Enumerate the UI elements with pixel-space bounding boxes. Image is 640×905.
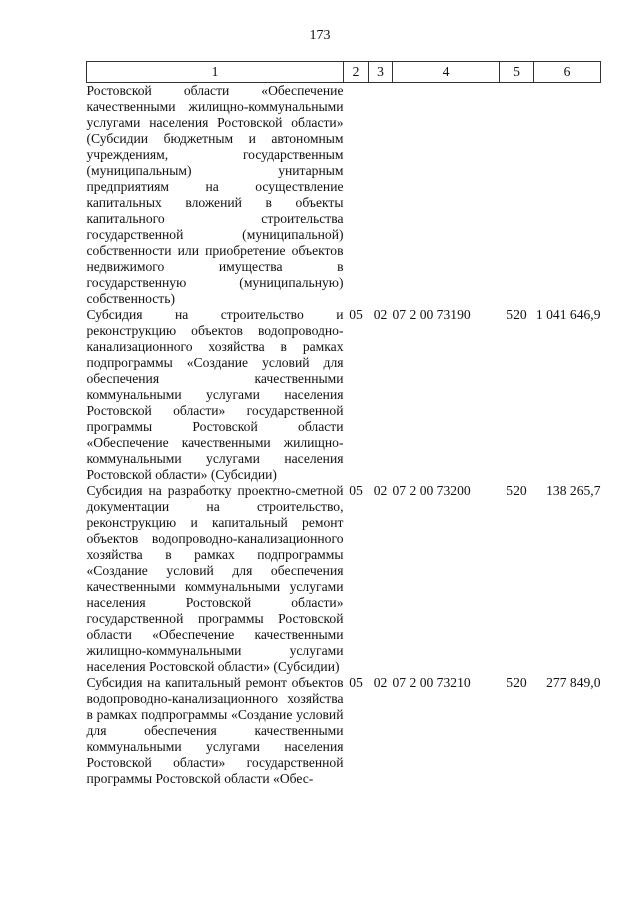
header-col-2: 2 xyxy=(344,62,369,83)
continuation-name-cell: Ростовской области «Обеспечение качественными жилищно-коммунальными услугами населения Ростовской области» (Субсидии бюджетным и автономным учреждениям, государственным (муниципальным) унитарным предприятиям на осуществление капитальных вложений в объекты капитального строительства государственной (муниципальной) собственности или приобретение объектов недвижимого имущества в государственную (муниципальную) собственность) xyxy=(86,83,344,306)
header-col-3: 3 xyxy=(369,62,393,83)
expense-type-cell: 520 xyxy=(506,675,527,690)
table-row xyxy=(87,483,601,675)
amount-cell: 277 849,0 xyxy=(546,675,601,690)
page-number: 173 xyxy=(309,28,331,43)
target-article-cell: 07 2 00 73190 xyxy=(392,307,471,322)
header-col-4: 4 xyxy=(393,62,500,83)
subsection-code-cell: 02 xyxy=(373,483,388,498)
expense-name-cell: Субсидия на строительство и реконструкцию объектов водопроводно-канализационного хозяйства в рамках подпрограммы «Создание условий для обеспечения качественными коммунальными услугами населения Ростовской области» государственной программы Ростовской области «Обеспечение качественными жилищно-коммунальными услугами населения Ростовской области» (Субсидии) xyxy=(86,307,344,482)
section-code-cell: 05 xyxy=(349,483,363,498)
header-col-6: 6 xyxy=(534,62,601,83)
expense-type-cell: 520 xyxy=(506,307,527,322)
table-header-row xyxy=(87,62,601,83)
amount-cell: 138 265,7 xyxy=(546,483,601,498)
table-row xyxy=(87,307,601,483)
header-col-1: 1 xyxy=(87,62,344,83)
subsection-code-cell: 02 xyxy=(373,307,388,322)
budget-table xyxy=(86,61,601,787)
expense-name-cell: Субсидия на капитальный ремонт объектов водопроводно-канализационного хозяйства в рамках подпрограммы «Создание условий для обеспечения качественными коммунальными услугами населения Ростовской области» государственной программы Ростовской области «Обес- xyxy=(86,675,344,786)
expense-name-cell: Субсидия на разработку проектно-сметной документации на строительство, реконструкцию и капитальный ремонт объектов водопроводно-канализационного хозяйства в рамках подпрограммы «Создание условий для обеспечения качественными коммунальными услугами населения Ростовской области» государственной программы Ростовской области «Обеспечение качественными жилищно-коммунальными услугами населения Ростовской области» (Субсидии) xyxy=(86,483,344,674)
subsection-code-cell: 02 xyxy=(373,675,388,690)
table-row-continuation xyxy=(87,83,601,308)
expense-type-cell: 520 xyxy=(506,483,527,498)
header-col-5: 5 xyxy=(500,62,534,83)
section-code-cell: 05 xyxy=(349,307,363,322)
section-code-cell: 05 xyxy=(349,675,363,690)
target-article-cell: 07 2 00 73210 xyxy=(392,675,471,690)
target-article-cell: 07 2 00 73200 xyxy=(392,483,471,498)
table-row xyxy=(87,675,601,787)
amount-cell: 1 041 646,9 xyxy=(535,307,601,322)
